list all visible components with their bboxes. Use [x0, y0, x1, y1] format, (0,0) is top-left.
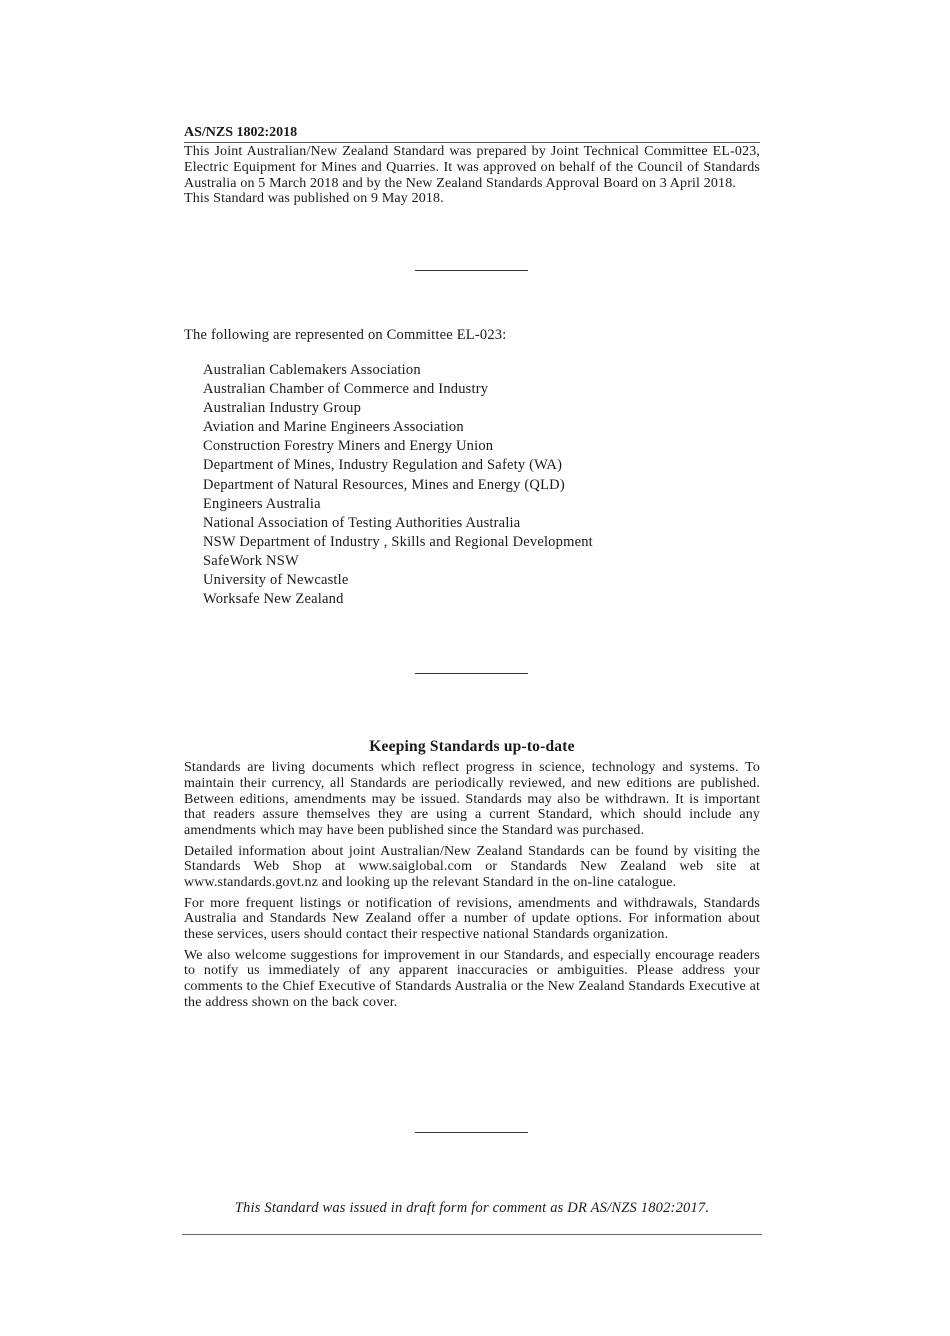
committee-member: Australian Industry Group: [203, 400, 362, 417]
document-identifier: AS/NZS 1802:2018: [184, 125, 760, 143]
keeping-standards-body: [184, 760, 760, 1015]
keeping-standards-heading: Keeping Standards up-to-date: [369, 738, 575, 755]
section-divider: [415, 270, 528, 271]
committee-intro: The following are represented on Committee EL-023:: [184, 327, 507, 343]
preparation-paragraph: This Joint Australian/New Zealand Standard was prepared by Joint Technical Committee EL-023, Electric Equipment for Mines and Quarries. It was approved on behalf of the Council of Standards Australia on 5 March 2018 and by the New Zealand Standards Approval Board on 3 April 2018.: [184, 144, 760, 191]
keeping-paragraph: Standards are living documents which reflect progress in science, technology and systems. To maintain their currency, all Standards are periodically reviewed, and new editions are published. Between editions, amendments may be issued. Standards may also be withdrawn. It is important that readers assure themselves they are using a current Standard, which should include any amendments which may have been published since the Standard was purchased.: [184, 760, 760, 839]
keeping-paragraph: We also welcome suggestions for improvement in our Standards, and especially encourage readers to notify us immediately of any apparent inaccuracies or ambiguities. Please address your comments to the Chief Executive of Standards Australia or the New Zealand Standards Executive at the address shown on the back cover.: [184, 947, 760, 1010]
committee-member: NSW Department of Industry , Skills and Regional Development: [203, 533, 593, 550]
publication-date-paragraph: This Standard was published on 9 May 2018.: [184, 191, 444, 207]
committee-member: Australian Cablemakers Association: [203, 362, 421, 378]
draft-note: This Standard was issued in draft form for comment as DR AS/NZS 1802:2017.: [234, 1200, 710, 1216]
committee-member: University of Newcastle: [203, 572, 349, 589]
committee-member-list: [203, 361, 593, 609]
committee-member: Department of Mines, Industry Regulation and Safety (WA): [203, 457, 563, 474]
committee-member: Aviation and Marine Engineers Association: [203, 419, 464, 436]
section-divider: [415, 673, 528, 674]
preparation-statement: [184, 144, 760, 207]
committee-member: SafeWork NSW: [203, 552, 299, 569]
committee-member: Construction Forestry Miners and Energy Union: [203, 438, 494, 455]
footer-rule: [182, 1234, 762, 1235]
committee-member: Engineers Australia: [203, 495, 321, 512]
section-divider: [415, 1132, 528, 1133]
keeping-paragraph: For more frequent listings or notification of revisions, amendments and withdrawals, Standards Australia and Standards New Zealand offer a number of update options. For information about these services, users should contact their respective national Standards organization.: [184, 895, 760, 943]
keeping-paragraph: Detailed information about joint Australian/New Zealand Standards can be found by visiting the Standards Web Shop at www.saiglobal.com or Standards New Zealand web site at www.standards.govt.nz and looking up the relevant Standard in the on-line catalogue.: [184, 843, 760, 891]
committee-member: National Association of Testing Authorities Australia: [203, 514, 521, 531]
committee-member: Department of Natural Resources, Mines and Energy (QLD): [203, 476, 565, 493]
committee-member: Australian Chamber of Commerce and Industry: [203, 381, 489, 398]
committee-member: Worksafe New Zealand: [203, 591, 344, 608]
